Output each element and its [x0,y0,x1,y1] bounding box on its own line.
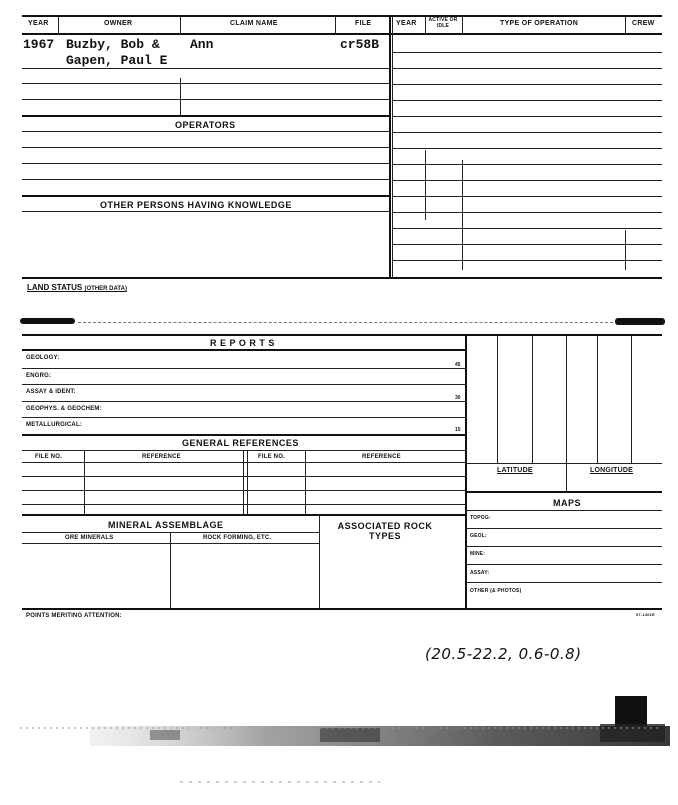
active-idle-header: ACTIVE OR IDLE [428,17,458,29]
ops-row-line [392,148,662,149]
divider [58,15,59,33]
crew-header: CREW [632,20,655,27]
ops-row-line [392,84,662,85]
grid-line [566,336,567,464]
row-line [22,147,389,148]
ops-row-line [392,180,662,181]
gr-divider [243,450,244,514]
divider [180,78,181,115]
ops-row-line [392,244,662,245]
general-references-title: GENERAL REFERENCES [182,438,299,448]
ink-smudge [615,318,665,325]
claim-name-header: CLAIM NAME [230,20,278,27]
bottom-border [22,608,662,610]
ops-year-header: YEAR [396,20,417,27]
claim-file: cr58B [340,37,380,52]
maps-other: OTHER (& PHOTOS) [470,588,522,594]
ops-divider [425,150,426,220]
section-bottom [22,277,662,279]
maps-mine: MINE: [470,551,486,557]
land-status-sub: (OTHER DATA) [84,286,127,292]
handwritten-coordinate-note: (20.5-22.2, 0.6-0.8) [425,645,582,663]
cut-line [78,322,613,323]
associated-rock-types-title: ASSOCIATED ROCK TYPES [337,521,433,541]
coord-divider [566,463,567,491]
row-line [22,115,389,117]
ops-row-line [392,132,662,133]
ops-row-line [392,196,662,197]
maps-line [467,510,662,511]
row-line [22,434,465,436]
claim-owner-1: Buzby, Bob & [66,37,160,52]
type-of-operation-header: TYPE OF OPERATION [500,20,579,27]
right-block-divider [465,334,467,608]
report-label-engrg: ENGRG: [26,373,52,379]
ops-row-line [392,212,662,213]
grid-line [597,336,598,464]
row-line [22,417,465,418]
maps-geol: GEOL: [470,533,487,539]
gr-divider [84,450,85,514]
scan-noise [0,690,678,805]
header-bottom-border [22,33,662,35]
gr-reference-2: REFERENCE [362,454,401,460]
report-label-geology: GEOLOGY: [26,355,60,361]
scan-blotch [320,728,380,742]
maps-topog: TOPOG: [470,515,491,521]
divider [180,15,181,33]
gr-divider [247,450,248,514]
rock-forming-header: ROCK FORMING, ETC. [203,535,272,541]
gr-file-no-1: FILE NO. [35,454,62,460]
divider [625,15,626,33]
row-line [22,211,389,212]
report-label-geophys: GEOPHYS. & GEOCHEM: [26,406,102,412]
row-line [22,384,465,385]
gr-divider [305,450,306,514]
report-num-geology: 45 [455,362,461,368]
row-line [22,68,389,69]
report-num-metallurgical: 15 [455,427,461,433]
ops-row-line [392,68,662,69]
row-line [22,195,389,197]
claim-name: Ann [190,37,214,52]
maps-line [467,528,662,529]
longitude-label: LONGITUDE [590,467,634,474]
report-num-assay: 30 [455,395,461,401]
divider [462,15,463,33]
points-meriting-attention-label: POINTS MERITING ATTENTION: [26,613,122,619]
grid-line [497,336,498,464]
row-line [22,401,465,402]
report-label-metallurgical: METALLURGICAL: [26,422,83,428]
scan-black-block [615,696,647,726]
year-header: YEAR [28,20,49,27]
mineral-divider [319,514,320,608]
row-line [22,131,389,132]
ops-row-line [392,260,662,261]
reports-header-bottom [22,349,465,351]
file-header: FILE [355,20,372,27]
grid-line [532,336,533,464]
row-line [22,99,389,100]
ops-row-line [392,100,662,101]
mineral-assemblage-title: MINERAL ASSEMBLAGE [108,520,224,530]
ops-row-line [392,228,662,229]
ops-row-line [392,164,662,165]
main-vertical-divider-inner [392,15,393,277]
reports-title: R E P O R T S [210,338,275,348]
maps-line [467,582,662,583]
gr-reference-1: REFERENCE [142,454,181,460]
land-status-text: LAND STATUS [27,283,83,292]
claim-year: 1967 [23,37,55,52]
ops-divider [625,230,626,270]
divider [335,15,336,33]
operators-title: OPERATORS [175,120,236,130]
other-persons-title: OTHER PERSONS HAVING KNOWLEDGE [100,200,292,210]
report-label-assay: ASSAY & IDENT: [26,389,76,395]
row-line [22,514,465,516]
gr-file-no-2: FILE NO. [258,454,285,460]
maps-line [467,546,662,547]
row-line [22,163,389,164]
owner-header: OWNER [104,20,133,27]
ink-smudge [20,318,75,324]
mineral-divider [170,532,171,608]
grid-base [467,463,662,464]
maps-title: MAPS [553,498,582,508]
maps-assay: ASSAY: [470,570,490,576]
row-line [22,368,465,369]
scan-blotch [600,724,665,742]
top-border [22,15,662,17]
land-status-label [27,283,127,292]
ops-divider [462,160,463,270]
form-number: 97-1401E [636,612,655,617]
main-vertical-divider [389,15,391,277]
row-line [22,179,389,180]
row-line [22,83,389,84]
latitude-label: LATITUDE [497,467,533,474]
maps-top [467,491,662,493]
grid-line [631,336,632,464]
maps-line [467,564,662,565]
ops-row-line [392,52,662,53]
ops-row-line [392,116,662,117]
claim-owner-2: Gapen, Paul E [66,53,168,68]
ore-minerals-header: ORE MINERALS [65,535,114,541]
divider [425,15,426,33]
scan-blotch [150,730,180,740]
